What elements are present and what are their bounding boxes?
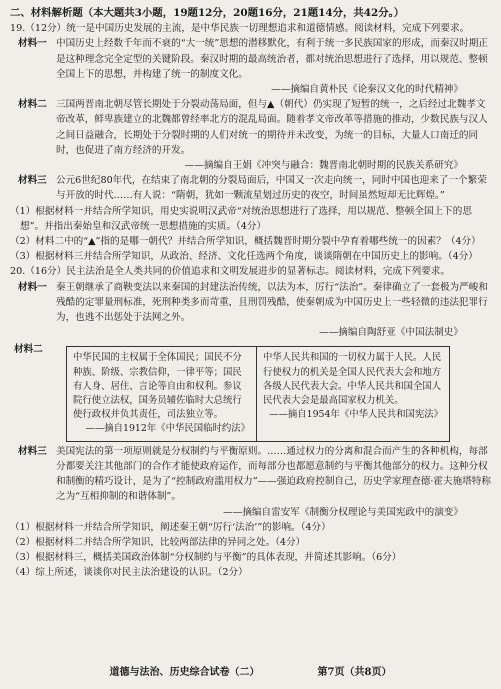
comparison-table [66,346,450,441]
q20-subquestion-4: （4）综上所述，谈谈你对民主法治建设的认识。（2分） [10,567,248,579]
q19-subquestion-1: （1）根据材料一并结合所学知识，用史实说明汉武帝“对统治思想进行了选择，用以规范、整顿全国上下的思想”。并指出秦始皇和汉武帝统一思想措施的实质。（4分） [10,205,472,232]
material-text: 公元6世纪80年代，在结束了南北朝的分裂局面后，中国又一次走向统一，同时中国也迎来了一个繁荣与开放的时代……有人说：“隋朝，犹如一颗流星划过历史的夜空，时间虽然短却无比辉煌。” [56,175,487,202]
q20-material-3 [10,444,493,505]
box-left-source: ——摘自1912年《中华民国临时约法》 [85,423,250,435]
material-source: ——摘编自王娟《冲突与融合：魏晋南北朝时期的民族关系研究》 [184,160,463,172]
material-source: ——摘编自黄朴民《论秦汉文化的时代精神》 [271,84,463,96]
q20-subquestion-2: （2）根据材料二并结合所学知识，比较两部法律的异同之处。（4分） [10,536,306,548]
q19-material-2 [10,97,493,158]
q20-subquestion-1: （1）根据材料一并结合所学知识，阐述秦王朝“厉行‘法治’”的影响。（4分） [10,521,331,533]
box-right-text: 中华人民共和国的一切权力属于人民。人民行使权力的机关是全国人民代表大会和地方各级人民代表大会。中华人民共和国全国人民代表大会是最高国家权力机关。 [263,352,442,407]
box-left-text: 中华民国的主权属于全体国民；国民不分种族、阶级、宗教信仰，一律平等；国民有人身、居住、言论等自由和权利。参议院行使立法权，国务员辅佐临时大总统行使行政权并负其责任，司法独立等。 [73,352,242,421]
footer-title: 道德与法治、历史综合试卷（二） [109,667,260,678]
material-text: 三国两晋南北朝尽管长期处于分裂动荡局面，但与▲（朝代）仍实现了短暂的统一，之后经过北魏孝文帝改革，鲜卑族建立的北魏都曾经率北方的混乱局面。随着孝文帝改革等措施的推动，少数民族与汉人之间日益融合，长期处于分裂时期的人们对统一的期待并未改变，为统一的目标，大量人口南迁的同时，也促进了南方经济的开发。 [56,99,488,156]
q20-material-2 [10,342,493,441]
box-left-cell [67,347,257,440]
section-title: 二、材料解析题（本大题共3小题，19题12分，20题16分，21题14分，共42分。） [10,7,405,19]
material-source: ——摘编自陶舒亚《中国法制史》 [319,327,463,339]
material-label: 材料一 [18,281,47,293]
material-text: 美国宪法的第一项原则就是分权制约与平衡原则。……通过权力的分离和混合而产生的各种机构，每部分都要关注其他部门的合作才能使政府运作，而每部分也都愿意制约与平衡其他部分的权力。这种分权和制衡的精巧设计，是为了“控制政府滥用权力”——强迫政府控制自己，历史学家理查德·霍夫施塔特称之为“互相抑制的和谐体制”。 [56,445,491,503]
q19-subquestion-3: （3）根据材料三并结合所学知识，从政治、经济、文化任选两个角度，谈谈隋朝在中国历史上的影响。（4分） [10,251,478,263]
box-right-cell [257,347,449,440]
material-text: 中国历史上经数千年而不衰的“大一统”思想的潜移默化，有利于统一多民族国家的形成，而秦汉时期正是这种理念完全定型的关键阶段。秦汉时期的最高统治者，都对统治思想进行了选择，用以规范、整顿全国上下的思想，并构建了统一的制度文化。 [56,38,488,80]
material-label: 材料三 [18,175,47,187]
material-source: ——摘编自雷安军《制衡分权理论与美国宪政中的演变》 [223,506,463,518]
q20-head: 20.（16分）民主法治是全人类共同的价值追求和文明发展进步的显著标志。阅读材料，完成下列要求。 [10,266,450,278]
q19-head: 19.（12分）统一是中国历史发展的主流，是中华民族一切理想追求和道德情感。阅读材料，完成下列要求。 [10,23,470,35]
q20-subquestion-3: （3）根据材料三，概括美国政治体制“分权制约与平衡”的具体表现，并简述其影响。（6分） [10,552,402,564]
q19-subquestion-2: （2）材料二中的“▲”指的是哪一朝代？并结合所学知识，概括魏晋时期分裂中孕育着哪些统一的因素？（4分） [10,236,481,248]
material-label: 材料一 [18,38,47,50]
material-text: 秦王朝继承了商鞅变法以来秦国的封建法治传统，以法为本，厉行“法治”。秦律确立了一套极为严峻和残酷的定罪量刑标准，死刑种类多而苛重，且刑罚残酷，使秦朝成为中国历史上一些轻微的违法犯罪行为，也逃不出惩处于法网之外。 [56,281,488,324]
page-footer [0,665,501,680]
q20-material-1 [10,280,493,326]
material-label: 材料二 [14,344,43,356]
material-label: 材料二 [18,99,47,111]
box-right-source: ——摘自1954年《中华人民共和国宪法》 [269,409,443,421]
page-number: 第7页（共8页） [317,667,392,678]
q19-material-3 [10,173,493,203]
q19-material-1 [10,36,493,82]
material-label: 材料三 [18,445,47,457]
